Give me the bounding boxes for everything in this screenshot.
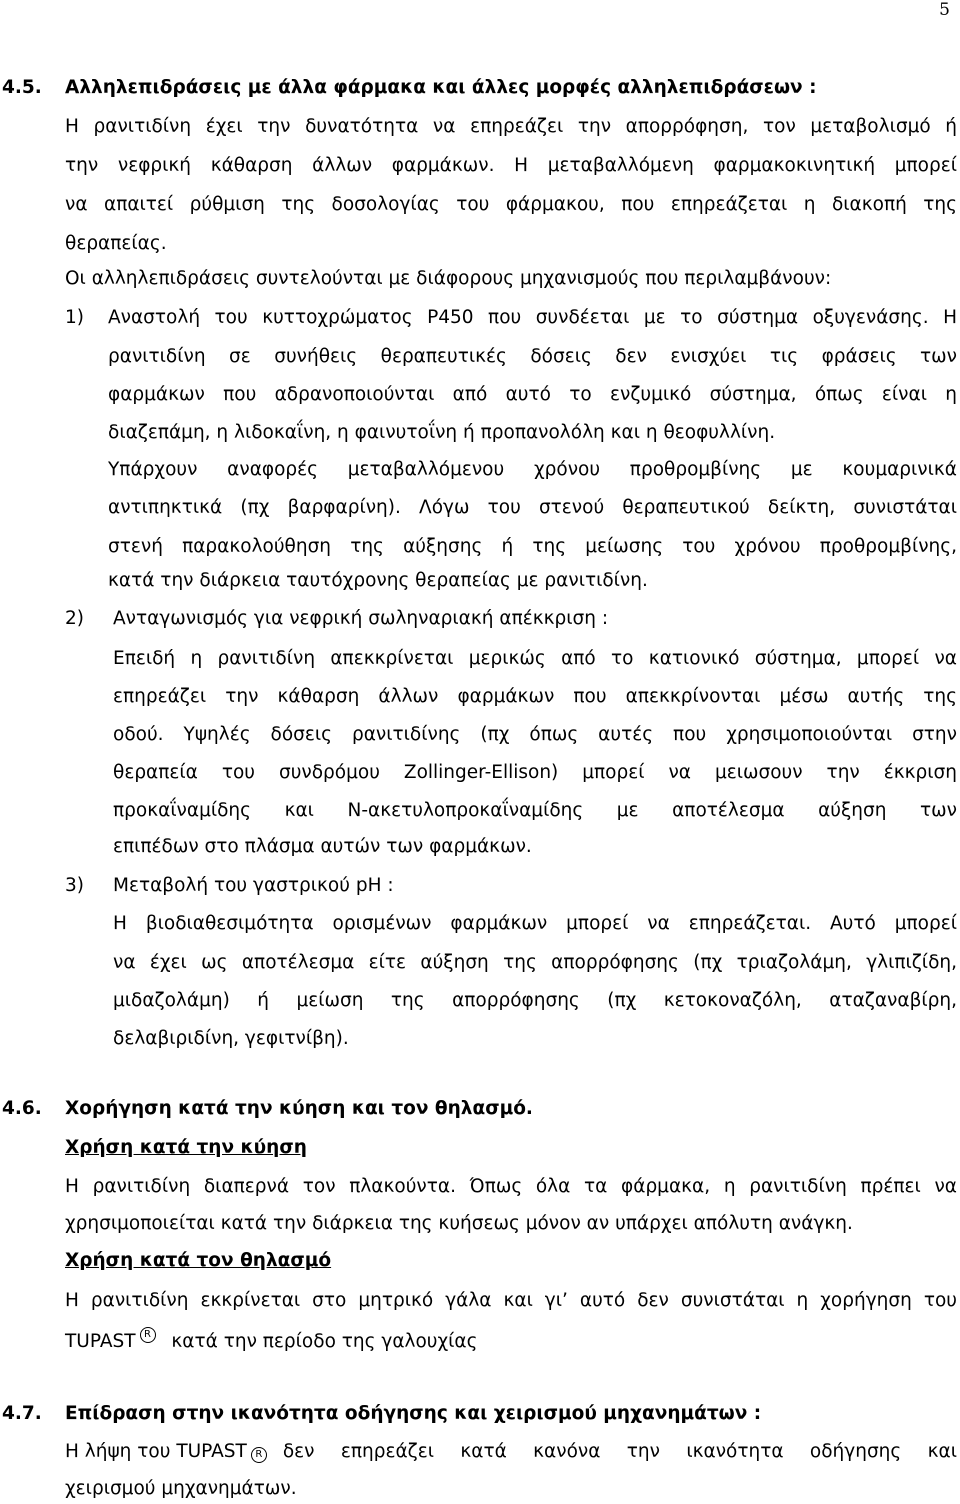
paragraph-line: χειρισμού μηχανημάτων. xyxy=(65,1478,297,1499)
product-name: TUPAST xyxy=(65,1331,136,1352)
list-number: 1) xyxy=(65,307,84,328)
page-number: 5 xyxy=(939,0,950,20)
section-title: Χορήγηση κατά την κύηση και τον θηλασμό. xyxy=(65,1098,533,1119)
paragraph-text: κατά την περίοδο της γαλουχίας xyxy=(171,1331,478,1352)
section-heading-4-5 xyxy=(2,77,817,98)
subheading-breastfeeding: Χρήση κατά τον θηλασμό xyxy=(65,1250,332,1271)
registered-trademark-icon: R xyxy=(140,1327,156,1343)
paragraph-line: Η ρανιτιδίνη έχει την δυνατότητα να επηρεάζει την απορρόφηση, τον μεταβολισμό ή xyxy=(65,116,957,137)
list-item-line: διαζεπάμη, η λιδοκαΐνη, η φαινυτοΐνη ή προπανολόλη και η θεοφυλλίνη. xyxy=(108,422,776,443)
paragraph-line: Η ρανιτιδίνη εκκρίνεται στο μητρικό γάλα και γι’ αυτό δεν συνιστάται η χορήγηση του xyxy=(65,1290,957,1311)
list-item-line: Υπάρχουν αναφορές μεταβαλλόμενου χρόνου προθρομβίνης με κουμαρινικά xyxy=(108,459,957,480)
section-number: 4.6. xyxy=(2,1098,42,1119)
section-number: 4.7. xyxy=(2,1403,42,1424)
section-heading-4-6 xyxy=(2,1098,533,1119)
list-item-line: στενή παρακολούθηση της αύξησης ή της μείωσης του χρόνου προθρομβίνης, xyxy=(108,536,957,557)
paragraph-line: Η ρανιτιδίνη διαπερνά τον πλακούντα. Όπως όλα τα φάρμακα, η ρανιτιδίνη πρέπει να xyxy=(65,1176,957,1197)
paragraph-line: να απαιτεί ρύθμιση της δοσολογίας του φάρμακου, που επηρεάζεται η διακοπή της xyxy=(65,194,957,215)
list-item-line: προκαΐναμίδης και Ν-ακετυλοπροκαΐναμίδης με αποτέλεσμα αύξηση των xyxy=(113,800,957,821)
list-number: 3) xyxy=(65,875,84,896)
list-item-line: Επειδή η ρανιτιδίνη απεκκρίνεται μερικώς από το κατιονικό σύστημα, μπορεί να xyxy=(113,648,957,669)
paragraph-line xyxy=(65,1441,957,1463)
list-item-line: δελαβιριδίνη, γεφιτνίβη). xyxy=(113,1028,349,1049)
list-item-line: Η βιοδιαθεσιμότητα ορισμένων φαρμάκων μπορεί να επηρεάζεται. Αυτό μπορεί xyxy=(113,913,957,934)
section-heading-4-7 xyxy=(2,1403,761,1424)
paragraph-line: την νεφρική κάθαρση άλλων φαρμάκων. Η μεταβαλλόμενη φαρμακοκινητική μπορεί xyxy=(65,155,957,176)
section-number: 4.5. xyxy=(2,77,42,98)
paragraph-line: χρησιμοποιείται κατά την διάρκεια της κυήσεως μόνον αν υπάρχει απόλυτη ανάγκη. xyxy=(65,1213,853,1234)
section-title: Αλληλεπιδράσεις με άλλα φάρμακα και άλλες μορφές αλληλεπιδράσεων : xyxy=(65,77,817,98)
paragraph-text: Η λήψη του TUPAST xyxy=(65,1441,247,1462)
list-item-line: αντιπηκτικά (πχ βαρφαρίνη). Λόγω του στενού θεραπευτικού δείκτη, συνιστάται xyxy=(108,497,957,518)
subheading-pregnancy: Χρήση κατά την κύηση xyxy=(65,1137,307,1158)
list-item-heading: Μεταβολή του γαστρικού pH : xyxy=(113,875,394,896)
paragraph-line: θεραπείας. xyxy=(65,233,167,254)
paragraph-text: δεν επηρεάζει κατά κανόνα την ικανότητα οδήγησης και xyxy=(282,1441,957,1462)
list-item-line: φαρμάκων που αδρανοποιούνται από αυτό το ενζυμικό σύστημα, όπως είναι η xyxy=(108,384,957,405)
list-number: 2) xyxy=(65,608,84,629)
paragraph-line: Οι αλληλεπιδράσεις συντελούνται με διάφορους μηχανισμούς που περιλαμβάνουν: xyxy=(65,268,832,289)
list-item-line: επιπέδων στο πλάσμα αυτών των φαρμάκων. xyxy=(113,836,532,857)
list-item-line: μιδαζολάμη) ή μείωση της απορρόφησης (πχ κετοκοναζόλη, αταζαναβίρη, xyxy=(113,990,957,1011)
section-title: Επίδραση στην ικανότητα οδήγησης και χειρισμού μηχανημάτων : xyxy=(65,1403,762,1424)
paragraph-line xyxy=(65,1327,478,1352)
list-item-line: ρανιτιδίνη σε συνήθεις θεραπευτικές δόσεις δεν ενισχύει τις φράσεις των xyxy=(108,346,957,367)
registered-trademark-icon: R xyxy=(251,1447,267,1463)
list-item-line: να έχει ως αποτέλεσμα είτε αύξηση της απορρόφησης (πχ τριαζολάμη, γλιπιζίδη, xyxy=(113,952,957,973)
list-item-line: επηρεάζει την κάθαρση άλλων φαρμάκων που απεκκρίνονται μέσω αυτής της xyxy=(113,686,957,707)
list-item-line: Αναστολή του κυττοχρώματος P450 που συνδέεται με το σύστημα οξυγενάσης. Η xyxy=(108,307,957,328)
list-item-line: θεραπεία του συνδρόμου Zollinger-Ellison) μπορεί να μειωσουν την έκκριση xyxy=(113,762,957,783)
list-item-line: οδού. Υψηλές δόσεις ρανιτιδίνης (πχ όπως αυτές που χρησιμοποιούνται στην xyxy=(113,724,957,745)
list-item-heading: Ανταγωνισμός για νεφρική σωληναριακή απέκκριση : xyxy=(113,608,609,629)
list-item-line: κατά την διάρκεια ταυτόχρονης θεραπείας με ρανιτιδίνη. xyxy=(108,570,648,591)
